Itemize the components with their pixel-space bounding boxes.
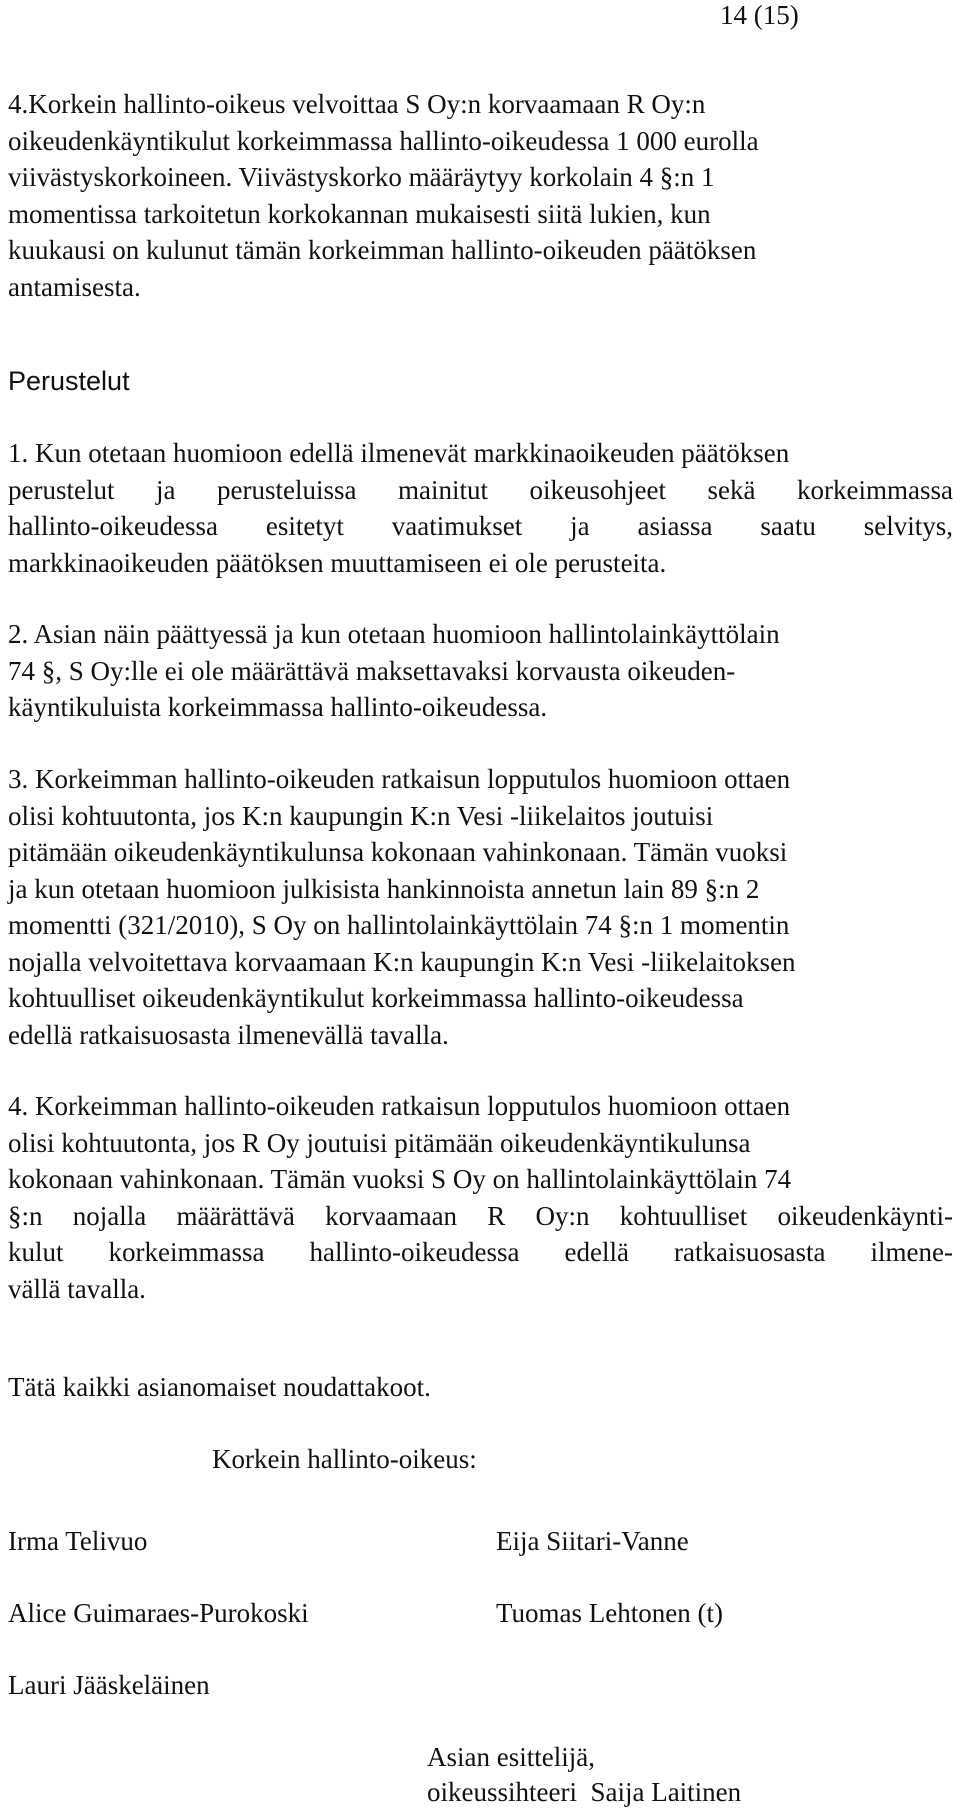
text-line: oikeudenkäyntikulut korkeimmassa hallinto-oikeudessa 1 000 eurolla: [8, 125, 759, 156]
text-line: kuukausi on kulunut tämän korkeimman hallinto-oikeuden päätöksen: [8, 235, 757, 265]
reason-paragraph-2: [8, 616, 953, 726]
text-line: hallinto-oikeudessa esitetyt vaatimukset ja asiassa saatu selvitys,: [8, 511, 953, 541]
judge-name: Tuomas Lehtonen (t): [496, 1598, 723, 1628]
page-number: 14 (15): [720, 0, 799, 30]
text-line: kokonaan vahinkonaan. Tämän vuoksi S Oy on hallintolainkäyttölain 74: [8, 1164, 792, 1194]
text-line: antamisesta.: [8, 271, 141, 302]
reason-paragraph-1: [8, 435, 953, 581]
text-line: viivästyskorkoineen. Viivästyskorko määräytyy korkolain 4 §:n 1: [8, 162, 715, 192]
reason-paragraph-3: [8, 761, 953, 1053]
text-line: §:n nojalla määrättävä korvaamaan R Oy:n kohtuulliset oikeudenkäynti-: [8, 1200, 953, 1231]
text-line: vällä tavalla.: [8, 1273, 146, 1304]
section-heading: Perustelut: [8, 366, 130, 396]
closing-statement: Tätä kaikki asianomaiset noudattakoot.: [8, 1372, 431, 1402]
text-line: nojalla velvoitettava korvaamaan K:n kaupungin K:n Vesi -liikelaitoksen: [8, 946, 796, 977]
text-line: olisi kohtuutonta, jos R Oy joutuisi pitämään oikeudenkäyntikulunsa: [8, 1127, 751, 1158]
text-line: kohtuulliset oikeudenkäyntikulut korkeimmassa hallinto-oikeudessa: [8, 983, 744, 1013]
text-line: edellä ratkaisuosasta ilmenevällä tavalla.: [8, 1019, 449, 1050]
text-line: käyntikuluista korkeimmassa hallinto-oikeudessa.: [8, 692, 548, 722]
text-line: ja kun otetaan huomioon julkisista hankinnoista annetun lain 89 §:n 2: [8, 873, 760, 904]
text-line: 74 §, S Oy:lle ei ole määrättävä maksettavaksi korvausta oikeuden-: [8, 655, 736, 686]
text-line: 4.Korkein hallinto-oikeus velvoittaa S Oy:n korvaamaan R Oy:n: [8, 89, 706, 119]
judge-name: Eija Siitari-Vanne: [496, 1526, 689, 1556]
text-line: olisi kohtuutonta, jos K:n kaupungin K:n Vesi -liikelaitos joutuisi: [8, 800, 714, 831]
text-line: 2. Asian näin päättyessä ja kun otetaan huomioon hallintolainkäyttölain: [8, 619, 780, 649]
judge-name: Irma Telivuo: [8, 1526, 148, 1556]
judge-name: Lauri Jääskeläinen: [8, 1670, 210, 1700]
text-line: kulut korkeimmassa hallinto-oikeudessa edellä ratkaisuosasta ilmene-: [8, 1237, 953, 1267]
text-line: 1. Kun otetaan huomioon edellä ilmenevät markkinaoikeuden päätöksen: [8, 438, 790, 468]
text-line: 3. Korkeimman hallinto-oikeuden ratkaisun lopputulos huomioon ottaen: [8, 764, 791, 794]
text-line: pitämään oikeudenkäyntikulunsa kokonaan vahinkonaan. Tämän vuoksi: [8, 837, 788, 867]
text-line: momentti (321/2010), S Oy on hallintolainkäyttölain 74 §:n 1 momentin: [8, 910, 790, 940]
ruling-item-4: [8, 86, 953, 305]
reason-paragraph-4: [8, 1088, 953, 1307]
text-line: momentissa tarkoitetun korkokannan mukaisesti siitä lukien, kun: [8, 198, 711, 229]
judge-name: Alice Guimaraes-Purokoski: [8, 1598, 309, 1628]
text-line: markkinaoikeuden päätöksen muuttamiseen ei ole perusteita.: [8, 547, 667, 578]
rapporteur-role: Asian esittelijä,: [427, 1742, 595, 1772]
text-line: 4. Korkeimman hallinto-oikeuden ratkaisun lopputulos huomioon ottaen: [8, 1091, 791, 1121]
rapporteur-name: oikeussihteeri Saija Laitinen: [427, 1777, 742, 1807]
text-line: perustelut ja perusteluissa mainitut oikeusohjeet sekä korkeimmassa: [8, 474, 953, 505]
court-name: Korkein hallinto-oikeus:: [212, 1444, 477, 1474]
